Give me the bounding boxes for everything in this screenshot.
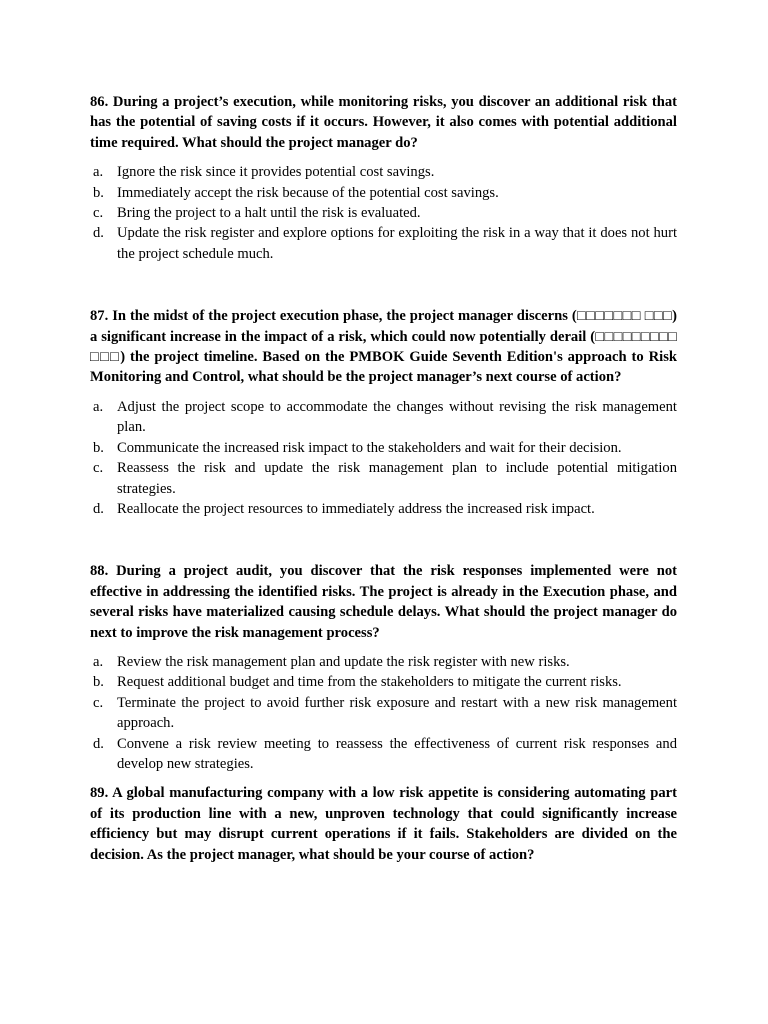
answer-options [90, 397, 677, 519]
question-stem: 89. A global manufacturing company with a low risk appetite is considering automating part of its production line with a new, unproven technology that could significantly increase efficiency but may disrupt current operations if it fails. Stakeholders are divided on the decision. As the project manager, what should be your course of action? [90, 785, 677, 863]
question-stem: 87. In the midst of the project execution phase, the project manager discerns (□□□□□□□ □□□) a significant increase in the impact of a risk, which could now potentially derail (□□□□□□□□□ □□□) the project timeline. Based on the PMBOK Guide Seventh Edition's approach to Risk Monitoring and Control, what should be the project manager’s next course of action? [90, 308, 677, 386]
option-text: Immediately accept the risk because of the potential cost savings. [117, 184, 499, 201]
option-b [90, 438, 677, 458]
option-text: Update the risk register and explore options for exploiting the risk in a way that it does not hurt the project schedule much. [117, 225, 677, 262]
option-text: Convene a risk review meeting to reassess the effectiveness of current risk responses and develop new strategies. [117, 735, 677, 772]
question-stem: 88. During a project audit, you discover that the risk responses implemented were not effective in addressing the identified risks. The project is already in the Execution phase, and several risks have materialized causing schedule delays. What should the project manager do next to improve the risk management process? [90, 563, 677, 641]
option-d [90, 499, 677, 519]
question-87 [90, 306, 677, 519]
option-letter: a. [93, 653, 104, 670]
option-letter: b. [93, 184, 104, 201]
option-c [90, 203, 677, 223]
option-letter: d. [93, 225, 104, 242]
answer-options [90, 162, 677, 264]
option-b [90, 672, 677, 692]
answer-options [90, 652, 677, 774]
option-text: Request additional budget and time from the stakeholders to mitigate the current risks. [117, 674, 622, 691]
option-letter: c. [93, 205, 104, 222]
option-a [90, 652, 677, 672]
question-stem: 86. During a project’s execution, while monitoring risks, you discover an additional risk that has the potential of saving costs if it occurs. However, it also comes with potential additional time required. What should the project manager do? [90, 94, 677, 151]
option-c [90, 693, 677, 734]
option-letter: a. [93, 164, 104, 181]
option-text: Bring the project to a halt until the risk is evaluated. [117, 205, 421, 222]
question-88 [90, 561, 677, 774]
option-c [90, 458, 677, 499]
question-89 [90, 783, 677, 865]
option-text: Ignore the risk since it provides potential cost savings. [117, 164, 435, 181]
spacer [90, 519, 677, 561]
option-letter: a. [93, 398, 104, 415]
option-b [90, 183, 677, 203]
option-letter: c. [93, 694, 104, 711]
option-text: Terminate the project to avoid further risk exposure and restart with a new risk management approach. [117, 694, 677, 732]
option-a [90, 162, 677, 182]
option-text: Communicate the increased risk impact to the stakeholders and wait for their decision. [117, 439, 622, 456]
spacer [90, 264, 677, 306]
option-text: Adjust the project scope to accommodate the changes without revising the risk management plan. [117, 398, 677, 436]
question-86 [90, 92, 677, 264]
option-d [90, 734, 677, 775]
option-text: Reallocate the project resources to immediately address the increased risk impact. [117, 500, 595, 517]
option-letter: d. [93, 500, 104, 517]
spacer [90, 774, 677, 783]
option-text: Reassess the risk and update the risk management plan to include potential mitigation strategies. [117, 460, 677, 497]
option-text: Review the risk management plan and update the risk register with new risks. [117, 653, 570, 670]
document-page [90, 92, 677, 865]
option-letter: b. [93, 439, 104, 456]
option-letter: c. [93, 460, 104, 477]
option-letter: d. [93, 735, 104, 752]
option-letter: b. [93, 674, 104, 691]
option-a [90, 397, 677, 438]
option-d [90, 223, 677, 264]
